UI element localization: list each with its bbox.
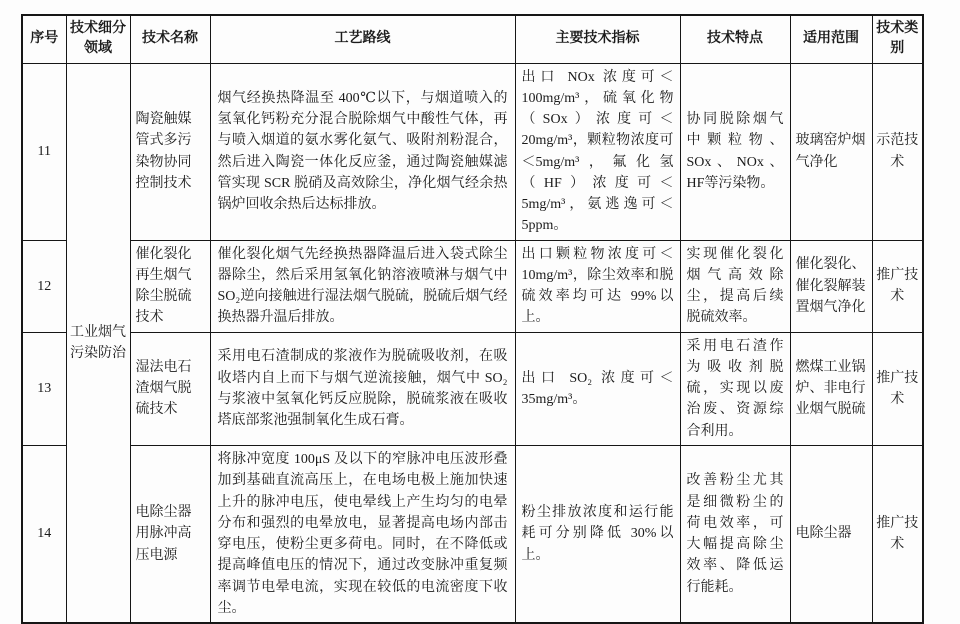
cell-applicable-scope: 催化裂化、催化裂解装置烟气净化	[790, 240, 872, 332]
table-row	[22, 63, 923, 240]
table-header-row	[22, 15, 923, 63]
header-applicable-scope: 适用范围	[790, 15, 872, 63]
cell-tech-type: 推广技术	[872, 240, 923, 332]
cell-applicable-scope: 玻璃窑炉烟气净化	[790, 63, 872, 240]
header-tech-features: 技术特点	[680, 15, 790, 63]
cell-main-indicators: 出口 NOx 浓度可＜100mg/m³，硫氧化物（SOx）浓度可＜20mg/m³，颗粒物浓度可＜5mg/m³，氟化氢（HF）浓度可＜5mg/m³，氨逃逸可＜5ppm。	[515, 63, 680, 240]
cell-tech-name: 陶瓷触媒管式多污染物协同控制技术	[130, 63, 210, 240]
header-tech-name: 技术名称	[130, 15, 210, 63]
cell-tech-subfield: 工业烟气污染防治	[66, 63, 130, 623]
cell-main-indicators: 出口 SO₂ 浓度可＜35mg/m³。	[515, 332, 680, 445]
cell-main-indicators: 粉尘排放浓度和运行能耗可分别降低 30%以上。	[515, 446, 680, 624]
cell-applicable-scope: 电除尘器	[790, 446, 872, 624]
cell-tech-type: 推广技术	[872, 332, 923, 445]
cell-tech-type: 推广技术	[872, 446, 923, 624]
technology-table	[21, 14, 924, 624]
cell-applicable-scope: 燃煤工业锅炉、非电行业烟气脱硫	[790, 332, 872, 445]
cell-main-indicators: 出口颗粒物浓度可＜10mg/m³，除尘效率和脱硫效率均可达 99%以上。	[515, 240, 680, 332]
table-row	[22, 240, 923, 332]
cell-process-route: 烟气经换热降温至 400℃以下，与烟道喷入的氢氧化钙粉充分混合脱除烟气中酸性气体，再与喷入烟道的氨水雾化氨气、吸附剂粉混合，然后进入陶瓷一体化反应釜，通过陶瓷触媒滤管实现 SCR 脱硝及高效除尘，净化烟气经余热锅炉回收余热后达标排放。	[210, 63, 515, 240]
cell-process-route: 催化裂化烟气先经换热器降温后进入袋式除尘器除尘，然后采用氢氧化钠溶液喷淋与烟气中SO₂逆向接触进行湿法烟气脱硫，脱硫后烟气经换热器升温后排放。	[210, 240, 515, 332]
cell-tech-name: 湿法电石渣烟气脱硫技术	[130, 332, 210, 445]
cell-tech-features: 协同脱除烟气中颗粒物、SOx、NOx、HF等污染物。	[680, 63, 790, 240]
cell-serial-number: 12	[22, 240, 66, 332]
table-row	[22, 446, 923, 624]
cell-tech-name: 催化裂化再生烟气除尘脱硫技术	[130, 240, 210, 332]
cell-process-route: 采用电石渣制成的浆液作为脱硫吸收剂，在吸收塔内自上而下与烟气逆流接触，烟气中 SO₂ 与浆液中氢氧化钙反应脱除，脱硫浆液在吸收塔底部浆池强制氧化生成石膏。	[210, 332, 515, 445]
header-tech-type: 技术类别	[872, 15, 923, 63]
cell-tech-features: 改善粉尘尤其是细微粉尘的荷电效率，可大幅提高除尘效率、降低运行能耗。	[680, 446, 790, 624]
header-tech-subfield: 技术细分领域	[66, 15, 130, 63]
cell-tech-features: 采用电石渣作为吸收剂脱硫，实现以废治废、资源综合利用。	[680, 332, 790, 445]
header-process-route: 工艺路线	[210, 15, 515, 63]
cell-process-route: 将脉冲宽度 100μS 及以下的窄脉冲电压波形叠加到基础直流高压上，在电场电极上施加快速上升的脉冲电压，使电晕线上产生均匀的电晕分布和强烈的电晕放电，显著提高电场内部击穿电压，使粉尘更多荷电。同时，在不降低或提高峰值电压的情况下，通过改变脉冲重复频率调节电晕电流，实现在较低的电流密度下收尘。	[210, 446, 515, 624]
cell-serial-number: 14	[22, 446, 66, 624]
cell-tech-type: 示范技术	[872, 63, 923, 240]
cell-tech-features: 实现催化裂化烟气高效除尘，提高后续脱硫效率。	[680, 240, 790, 332]
header-main-indicators: 主要技术指标	[515, 15, 680, 63]
table-row	[22, 332, 923, 445]
header-serial-number: 序号	[22, 15, 66, 63]
cell-serial-number: 13	[22, 332, 66, 445]
cell-serial-number: 11	[22, 63, 66, 240]
cell-tech-name: 电除尘器用脉冲高压电源	[130, 446, 210, 624]
